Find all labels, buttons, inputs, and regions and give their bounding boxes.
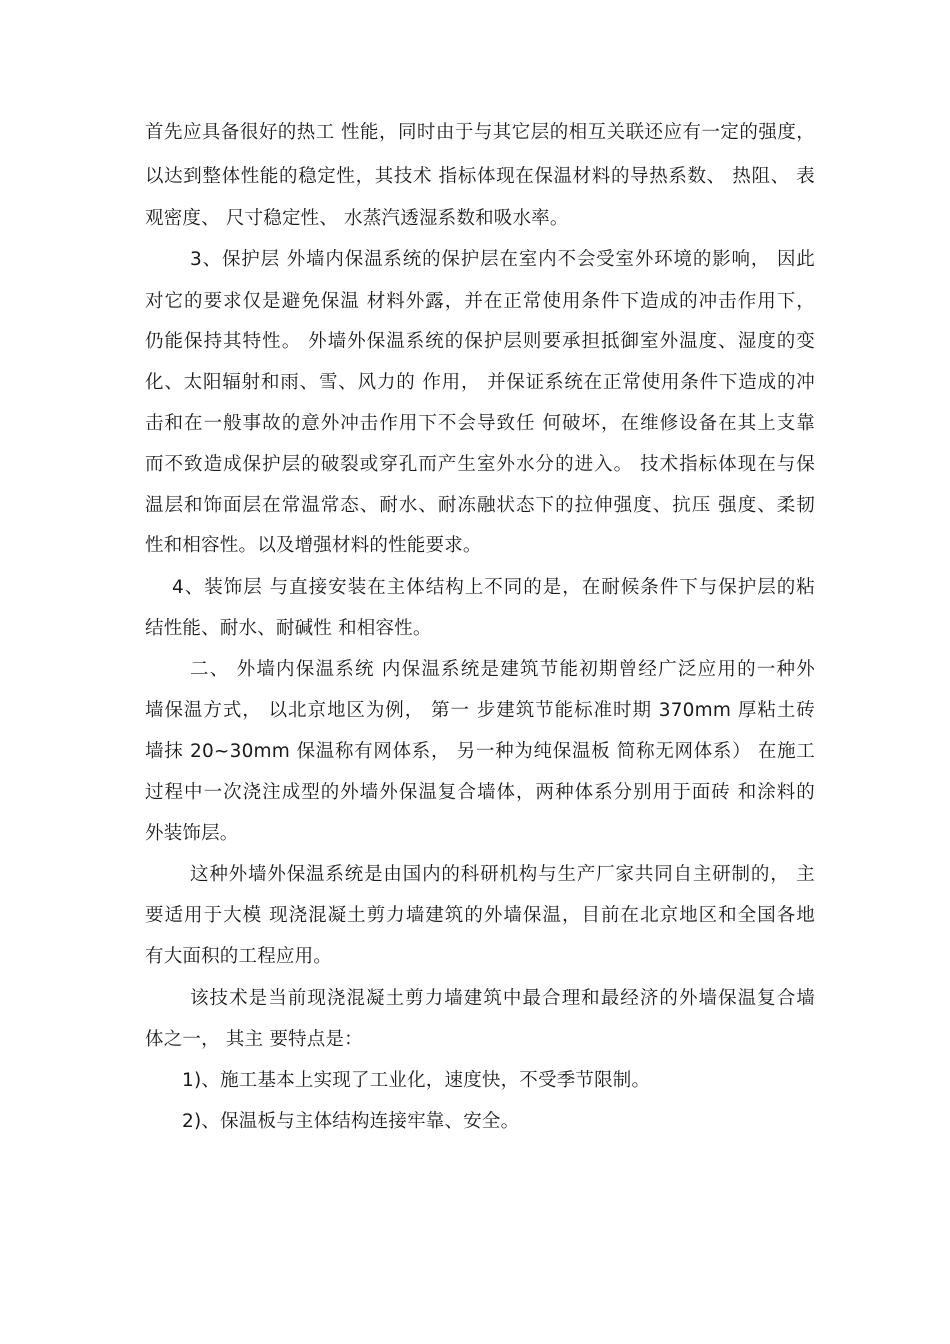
text-line: 过程中一次浇注成型的外墙外保温复合墙体，两种体系分别用于面砖 和涂料的: [145, 782, 815, 803]
text-line: 外装饰层。: [145, 823, 239, 844]
text-line: 墙抹 20~30mm 保温称有网体系， 另一种为纯保温板 简称无网体系） 在施工: [145, 741, 815, 762]
text-line: 4、装饰层 与直接安装在主体结构上不同的是，在耐候条件下与保护层的粘: [172, 577, 815, 598]
text-line: 以达到整体性能的稳定性，其技术 指标体现在保温材料的导热系数、 热阻、 表: [145, 166, 815, 187]
text-line: 化、太阳辐射和雨、雪、风力的 作用， 并保证系统在正常使用条件下造成的冲: [145, 372, 815, 393]
text-line: 3、保护层 外墙内保温系统的保护层在室内不会受室外环境的影响， 因此: [190, 249, 815, 270]
text-line: 有大面积的工程应用。: [145, 946, 333, 967]
text-line: 墙保温方式， 以北京地区为例， 第一 步建筑节能标准时期 370mm 厚粘土砖: [145, 700, 815, 721]
text-line: 该技术是当前现浇混凝土剪力墙建筑中最合理和最经济的外墙保温复合墙: [190, 988, 815, 1009]
text-line: 体之一， 其主 要特点是：: [145, 1029, 363, 1050]
list-item: 1)、施工基本上实现了工业化，速度快，不受季节限制。: [182, 1070, 651, 1091]
text-line: 对它的要求仅是避免保温 材料外露，并在正常使用条件下造成的冲击作用下，: [145, 291, 815, 312]
list-item: 2)、保温板与主体结构连接牢靠、安全。: [182, 1111, 520, 1132]
text-line: 观密度、 尺寸稳定性、 水蒸汽透湿系数和吸水率。: [145, 208, 569, 229]
text-line: 首先应具备很好的热工 性能，同时由于与其它层的相互关联还应有一定的强度，: [145, 122, 815, 143]
text-line: 要适用于大模 现浇混凝土剪力墙建筑的外墙保温，目前在北京地区和全国各地: [145, 905, 815, 926]
text-line: 温层和饰面层在常温常态、耐水、耐冻融状态下的拉伸强度、抗压 强度、柔韧: [145, 495, 815, 516]
text-line: 性和相容性。以及增强材料的性能要求。: [145, 535, 482, 556]
text-line: 仍能保持其特性。 外墙外保温系统的保护层则要承担抵御室外温度、湿度的变: [145, 331, 815, 352]
text-line: 击和在一般事故的意外冲击作用下不会导致任 何破坏，在维修设备在其上支靠: [145, 413, 815, 434]
text-line: 而不致造成保护层的破裂或穿孔而产生室外水分的进入。 技术指标体现在与保: [145, 454, 815, 475]
text-line: 结性能、耐水、耐碱性 和相容性。: [145, 618, 432, 639]
text-line: 二、 外墙内保温系统 内保温系统是建筑节能初期曾经广泛应用的一种外: [190, 659, 815, 680]
text-line: 这种外墙外保温系统是由国内的科研机构与生产厂家共同自主研制的， 主: [190, 864, 815, 885]
